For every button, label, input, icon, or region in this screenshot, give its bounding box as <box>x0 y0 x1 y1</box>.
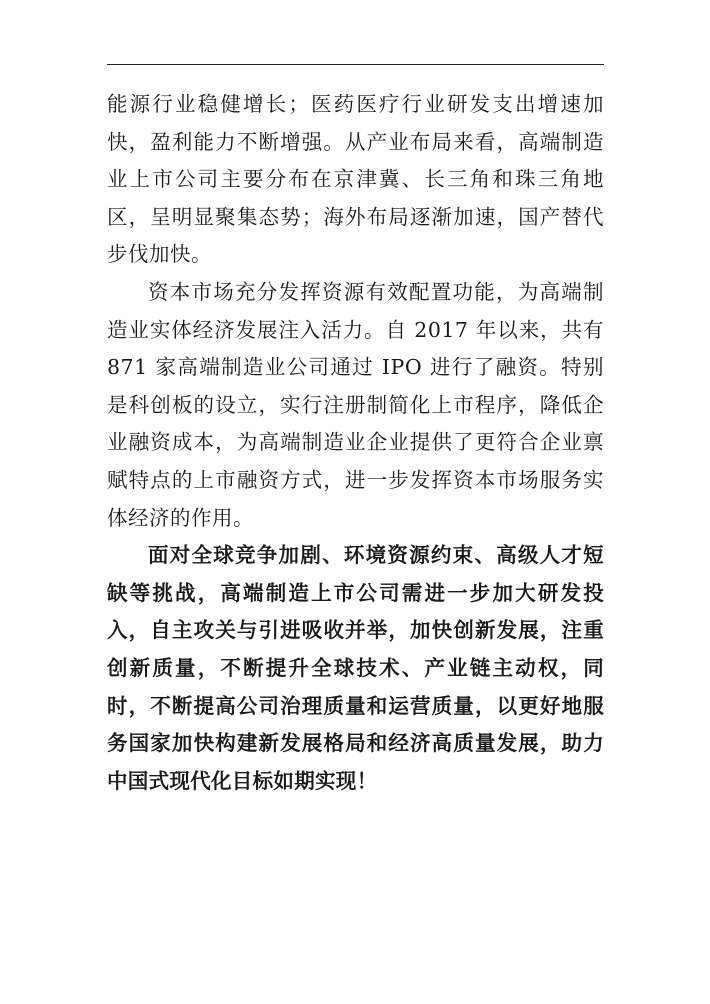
header-rule <box>107 64 604 65</box>
paragraph-conclusion: 面对全球竞争加剧、环境资源约束、高级人才短缺等挑战，高端制造上市公司需进一步加大研发投入，自主攻关与引进吸收并举，加快创新发展，注重创新质量，不断提升全球技术、产业链主动权，同时，不断提高公司治理质量和运营质量，以更好地服务国家加快构建新发展格局和经济高质量发展，助力中国式现代化目标如期实现！ <box>107 543 604 793</box>
paragraph-capital-market: 资本市场充分发挥资源有效配置功能，为高端制造业实体经济发展注入活力。自 2017 年以来，共有 871 家高端制造业公司通过 IPO 进行了融资。特别是科创板的设立，实行注册制简化上市程序，降低企业融资成本，为高端制造业企业提供了更符合企业禀赋特点的上市融资方式，进一步发挥资本市场服务实体经济的作用。 <box>107 279 604 530</box>
paragraph-industry-layout: 能源行业稳健增长；医药医疗行业研发支出增速加快，盈利能力不断增强。从产业布局来看，高端制造业上市公司主要分布在京津冀、长三角和珠三角地区，呈明显聚集态势；海外布局逐渐加速，国产替代步伐加快。 <box>107 92 604 267</box>
document-body <box>107 86 604 800</box>
